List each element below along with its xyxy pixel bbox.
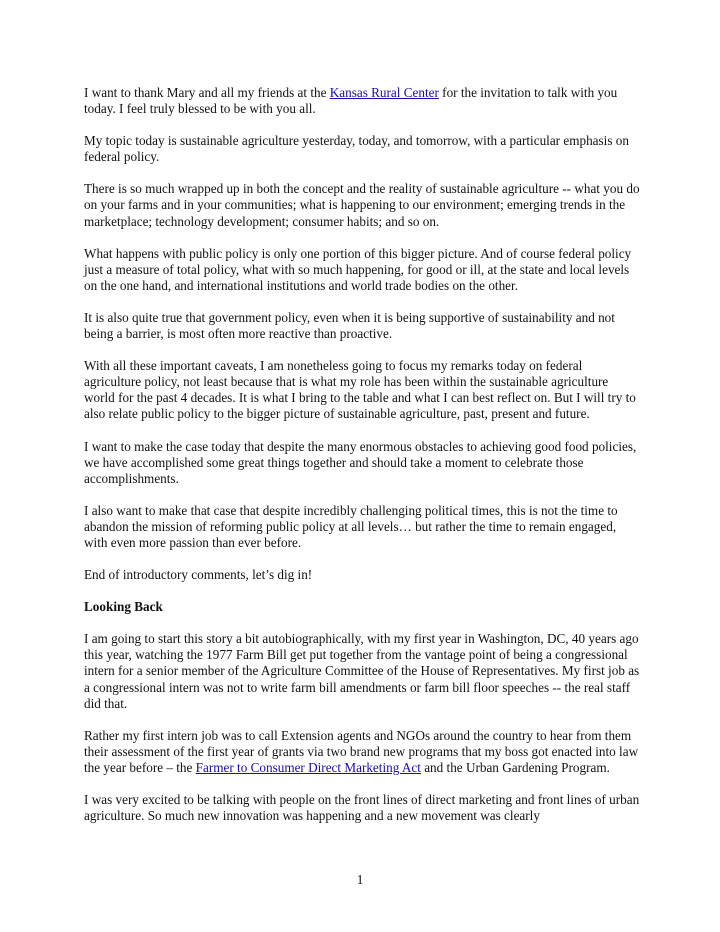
paragraph-8: I also want to make that case that despite incredibly challenging political times, this is not the time to abandon the mission of reforming public policy at all levels… but rather the time to remain engaged, with even more passion than ever before. bbox=[84, 502, 618, 550]
paragraph-7: I want to make the case today that despite the many enormous obstacles to achieving good food policies, we have accomplished some great things together and should take a moment to celebrate those accomplishments. bbox=[84, 438, 637, 486]
kansas-rural-center-link[interactable]: Kansas Rural Center bbox=[329, 85, 439, 100]
paragraph-10: I am going to start this story a bit autobiographically, with my first year in Washington, DC, 40 years ago this year, watching the 1977 Farm Bill get put together from the vantage point of being a congressional intern for a senior member of the Agriculture Committee of the House of Representatives. My first job as a congressional intern was not to write farm bill amendments or farm bill floor speeches -- the real staff did that. bbox=[84, 631, 640, 711]
paragraph-12: I was very excited to be talking with people on the front lines of direct marketing and front lines of urban agriculture. So much new innovation was happening and a new movement was clearly bbox=[84, 792, 640, 824]
paragraph-3: There is so much wrapped up in both the concept and the reality of sustainable agriculture -- what you do on your farms and in your communities; what is happening to our environment; emerging trends in the marketplace; technology development; consumer habits; and so on. bbox=[84, 181, 640, 229]
section-heading: Looking Back bbox=[84, 599, 163, 615]
page-number: 1 bbox=[356, 872, 364, 887]
paragraph-11: Rather my first intern job was to call Extension agents and NGOs around the country to hear from them their assessment of the first year of grants via two brand new programs that my boss got enacted into law the year before – the Farmer to Consumer Direct Marketing Act and the Urban Gardening Program. bbox=[84, 727, 639, 775]
paragraph-9: End of introductory comments, let’s dig in! bbox=[84, 567, 313, 583]
paragraph-5: It is also quite true that government policy, even when it is being supportive of sustainability and not being a barrier, is most often more reactive than proactive. bbox=[84, 309, 615, 342]
direct-marketing-act-link[interactable]: Farmer to Consumer Direct Marketing Act bbox=[195, 759, 421, 775]
document-body bbox=[84, 85, 640, 840]
paragraph-6: With all these important caveats, I am nonetheless going to focus my remarks today on federal agriculture policy, not least because that is what my role has been within the sustainable agriculture world for the past 4 decades. It is what I bring to the table and what I can best reflect on. But I will try to also relate public policy to the bigger picture of sustainable agriculture, past, present and future. bbox=[84, 358, 636, 422]
paragraph-2: My topic today is sustainable agriculture yesterday, today, and tomorrow, with a particular emphasis on federal policy. bbox=[84, 133, 629, 165]
paragraph-4: What happens with public policy is only one portion of this bigger picture. And of course federal policy just a measure of total policy, what with so much happening, for good or ill, at the state and local levels on the one hand, and international institutions and world trade bodies on the other. bbox=[84, 245, 632, 293]
paragraph-1: I want to thank Mary and all my friends at the Kansas Rural Center for the invitation to talk with you today. I feel truly blessed to be with you all. bbox=[84, 85, 618, 117]
